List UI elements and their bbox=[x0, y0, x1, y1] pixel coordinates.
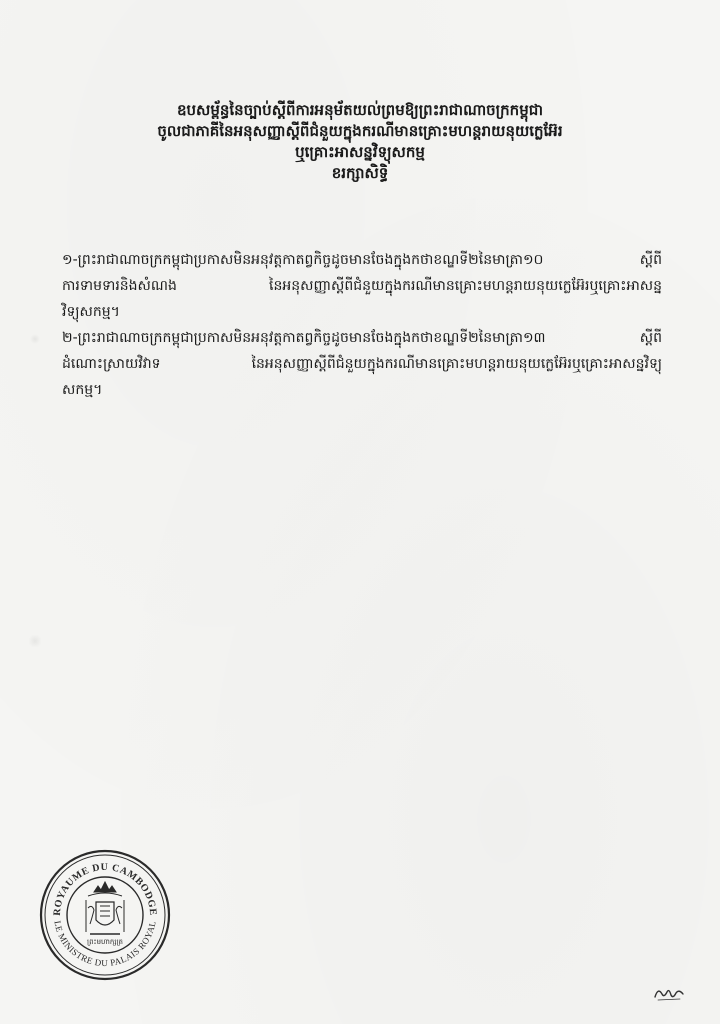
paragraph-2 bbox=[62, 325, 662, 403]
paragraph-1-line-1: ១-ព្រះរាជាណាចក្រកម្ពុជាប្រកាសមិនអនុវត្តកាតព្វកិច្ចដូចមានចែងក្នុងកថាខណ្ឌទី២នៃមាត្រា១០ ស្ដីពី bbox=[62, 252, 662, 268]
royal-emblem-icon bbox=[86, 882, 124, 934]
paragraph-1-line-2: ការទាមទារនិងសំណង នៃអនុសញ្ញាស្ដីពីជំនួយក្នុងករណីមានគ្រោះមហន្តរាយនុយក្លេអ៊ែរឬគ្រោះអាសន្ន bbox=[62, 278, 662, 294]
signature-mark-icon bbox=[652, 982, 686, 1004]
title-line-2: ចូលជាភាគីនៃអនុសញ្ញាស្ដីពីជំនួយក្នុងករណីមានគ្រោះមហន្តរាយនុយក្លេអ៊ែរ bbox=[157, 122, 563, 140]
title-line-4: ខរក្សាសិទ្ធិ bbox=[331, 164, 389, 182]
title-line-3: ឬគ្រោះអាសន្នវិទ្យុសកម្ម bbox=[295, 143, 425, 161]
paragraph-2-line-3: សកម្ម។ bbox=[62, 382, 103, 398]
title-line-1: ឧបសម្ព័ន្ធនៃច្បាប់ស្ដីពីការអនុម័តយល់ព្រមឱ្យព្រះរាជាណាចក្រកម្ពុជា bbox=[177, 101, 543, 119]
paragraph-2-line-2: ដំណោះស្រាយវិវាទ នៃអនុសញ្ញាស្ដីពីជំនួយក្នុងករណីមានគ្រោះមហន្តរាយនុយក្លេអ៊ែរឬគ្រោះអាសន្នវិទ្យុ bbox=[62, 356, 662, 372]
paragraph-1 bbox=[62, 247, 662, 325]
paragraph-2-line-1: ២-ព្រះរាជាណាចក្រកម្ពុជាប្រកាសមិនអនុវត្តកាតព្វកិច្ចដូចមានចែងក្នុងកថាខណ្ឌទី២នៃមាត្រា១៣ ស្ដីពី bbox=[62, 330, 662, 346]
document-body bbox=[62, 247, 662, 403]
paragraph-1-line-3: វិទ្យុសកម្ម។ bbox=[62, 304, 120, 320]
seal-inner-text: ព្រះមហាក្សត្រ bbox=[87, 938, 123, 946]
scan-speck bbox=[30, 334, 40, 344]
document-title bbox=[60, 100, 660, 184]
seal-top-text: ROYAUME DU CAMBODGE bbox=[51, 861, 159, 917]
royal-seal-stamp bbox=[38, 848, 172, 982]
scan-speck bbox=[28, 634, 42, 648]
seal-bottom-text: LE MINISTRE DU PALAIS ROYAL bbox=[52, 919, 158, 969]
